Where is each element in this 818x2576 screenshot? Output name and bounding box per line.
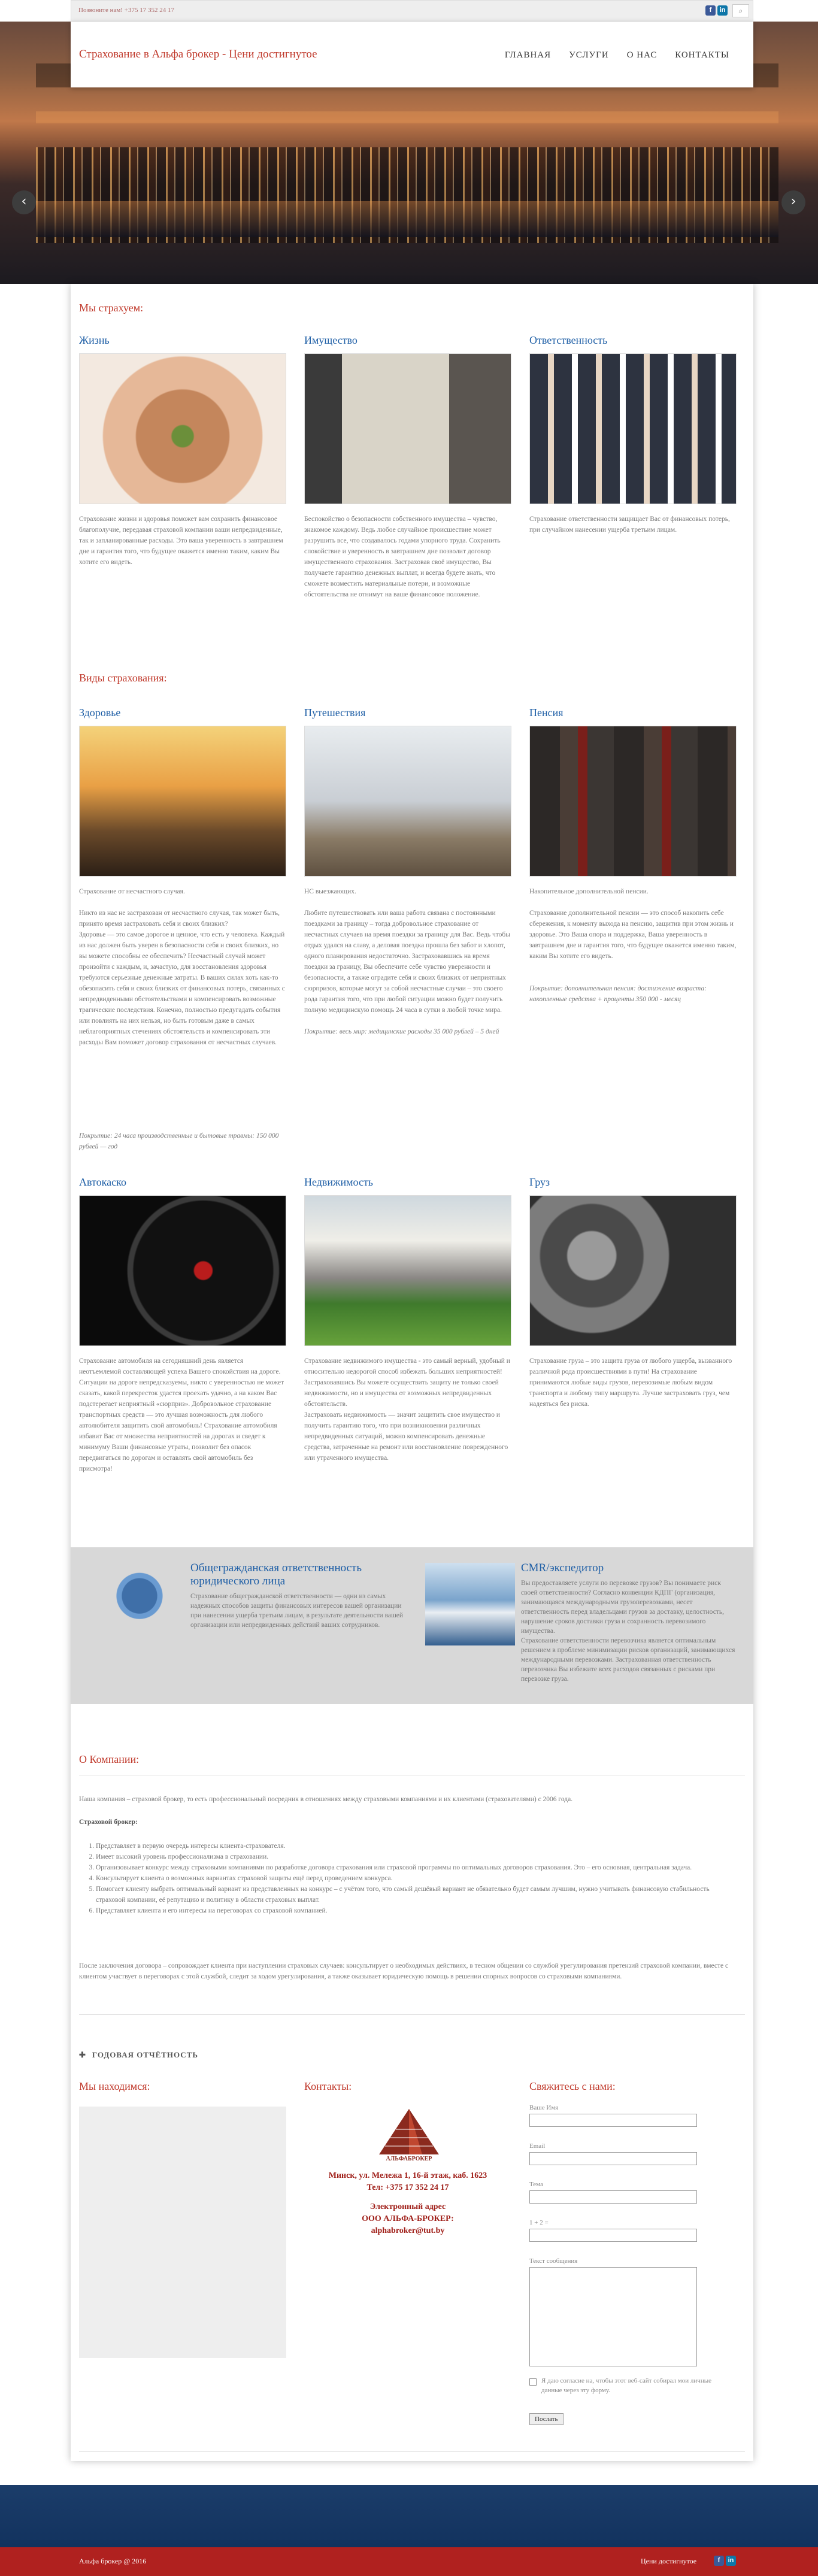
broker-item: 6. Представляет клиента и его интересы на переговорах со страховой компанией. — [96, 1905, 738, 1916]
property-title[interactable]: Имущество — [304, 334, 358, 346]
autocasco-title[interactable]: Автокаско — [79, 1176, 126, 1188]
company-name: ООО АЛЬФА-БРОКЕР: — [362, 2214, 454, 2223]
autocasco-image — [79, 1195, 286, 1346]
pension-image — [529, 726, 737, 877]
cargo-transport-image — [425, 1563, 515, 1645]
company-intro: Наша компания – страховой брокер, то есть профессиональный посредник в отношениях между страховыми компаниями и их клиентами (страхователями) с 2006 года. — [79, 1796, 573, 1803]
broker-item: 1. Представляет в первую очередь интересы клиента-страхователя. — [96, 1841, 738, 1851]
site-header — [71, 22, 753, 87]
life-title[interactable]: Жизнь — [79, 334, 110, 346]
linkedin-icon[interactable]: in — [717, 5, 728, 16]
slider-prev-arrow[interactable]: ‹ — [12, 190, 36, 214]
broker-item: 5. Помогает клиенту выбрать оптимальный вариант из представленных на конкурс – с учётом того, что самый дешёвый вариант не обязательно будет самым лучшим, нужно учитывать финансовую стабильность страховой компании, её репутацию и политику в области страховых выплат. — [96, 1884, 738, 1905]
footer-bar — [0, 2547, 818, 2576]
nav-item-home[interactable]: ГЛАВНАЯ — [504, 50, 552, 60]
liability-title[interactable]: Ответственность — [529, 334, 608, 346]
services-band — [71, 1547, 753, 1704]
footer-slogan: Цени достигнутое — [641, 2557, 697, 2565]
nav-item-services[interactable]: УСЛУГИ — [569, 50, 609, 60]
phone-text-bottom: Тел: +375 17 352 24 17 — [366, 2183, 449, 2192]
cargo-title[interactable]: Груз — [529, 1176, 550, 1188]
name-field[interactable] — [529, 2114, 697, 2127]
message-textarea[interactable] — [529, 2267, 697, 2366]
email-field[interactable] — [529, 2152, 697, 2165]
subject-field[interactable] — [529, 2190, 697, 2204]
realty-title[interactable]: Недвижимость — [304, 1176, 374, 1188]
contacts-block — [304, 2170, 511, 2237]
health-image — [79, 726, 286, 877]
main-content — [71, 284, 753, 2461]
broker-list — [85, 1841, 738, 1916]
facebook-icon[interactable]: f — [705, 5, 716, 16]
property-text: Беспокойство о безопасности собственного имущества – чувство, знакомое каждому. Ведь любое случайное происшествие может разрушить все, что создавалось годами упорного труда. Сохранить спокойствие и уверенность в завтрашнем дне позволит договор имущественного страхования. Застраховав своё имущество, Вы получаете гарантию денежных выплат, и всегда будете знать, что сможете возместить материальные потери, и возможные обстоятельства не отнимут на ваше финансовое положение. — [304, 516, 501, 598]
pension-note — [529, 983, 737, 1005]
logo-text: АЛЬФАБРОКЕР — [386, 2156, 432, 2162]
hero-light-band — [36, 111, 778, 123]
liability-text: Страхование ответственности защищает Вас от финансовых потерь, при случайном нанесении ущерба третьим лицам. — [529, 516, 730, 534]
life-text: Страхование жизни и здоровья поможет вам сохранить финансовое благополучие, передавая страховой компании ваши непредвиденные, так и запланированные расходы. Это ваша уверенность в завтрашнем дне и гарантия того, что будущее окажется именно таким, каким Вы хотите его видеть. — [79, 516, 283, 566]
email-field-label: Email — [529, 2142, 546, 2150]
submit-button[interactable]: Послать — [529, 2413, 563, 2425]
travel-text: НС выезжающих. Любите путешествовать или ваша работа связана с постоянными поездками за границу – тогда добровольное страхование от несчастных случаев на время поездки за границу для Вас. Ведь чтобы отдых удался на славу, а деловая поездка прошла без забот и хлопот, одного планирования недостаточно. Застраховавшись на время поездки за границу, Вы обеспечите себе чувство уверенности и безопасности, а также оградите себя и своих близких от неприятных сюрпризов, которые могут за собой несчастные случаи – это своего рода гарантия того, что при любой ситуации можно будет получить полную медицинскую помощь 24 часа в сутки в любой точке мира. — [304, 888, 510, 1014]
realty-image — [304, 1195, 511, 1346]
plus-icon: ✚ — [79, 2050, 86, 2059]
top-bar — [71, 0, 753, 22]
company-title: О Компании: — [79, 1753, 140, 1765]
search-icon[interactable]: ⌕ — [732, 4, 749, 17]
contacts-title: Контакты: — [304, 2080, 352, 2092]
pension-text: Накопительное дополнительной пенсии. Страхование дополнительной пенсии — это способ накопить себе сбережения, к моменту выхода на пенсию, защитив при этом жизнь и здоровье. Это Ваша опора и поддержка, Ваша уверенность в завтрашнем дне и гарантия того, что будущее окажется именно таким, каким Вы хотите его видеть. — [529, 888, 737, 960]
pension-title[interactable]: Пенсия — [529, 707, 563, 719]
cargo-image — [529, 1195, 737, 1346]
phone-text: Позвоните нам! +375 17 352 24 17 — [78, 7, 174, 14]
health-note — [79, 1131, 286, 1152]
cargo-text: Страхование груза – это защита груза от любого ущерба, вызванного различной рода происшествиями в пути! На страхование принимаются любые виды грузов, перевозимые любым видом транспорта и любому типу маршрута. Лучше застраховать груз, чем надеяться без риска. — [529, 1357, 732, 1408]
health-note-text: Покрытие: 24 часа производственные и бытовые травмы: 150 000 рублей — год — [79, 1132, 279, 1150]
cmr-title[interactable]: CMR/экспедитор — [521, 1562, 604, 1574]
captcha-label: 1 + 2 = — [529, 2219, 549, 2226]
map-placeholder[interactable] — [79, 2107, 286, 2358]
nav-item-about[interactable]: О НАС — [626, 50, 658, 60]
slider-next-arrow[interactable]: › — [781, 190, 805, 214]
footer-linkedin-icon[interactable]: in — [726, 2556, 736, 2566]
company-outro: После заключения договора – сопровождает клиента при наступлении страховых случаев: консультирует о необходимых действиях, в тесном общении со службой урегулирования претензий страховой компании, вместе с клиентом участвует в переговорах с этой службой, следит за ходом урегулирования, а также оказывает юридическую помощь в решении спорных вопросов со страховыми компаниями. — [79, 1962, 729, 1980]
autocasco-text: Страхование автомобиля на сегодняшний день является неотъемлемой составляющей успеха Вашего спокойствия на дороге. Ситуации на дороге непредсказуемы, никто с уверенностью не может сказать, какой перекресток удастся проехать удачно, а на каком Вас подстерегает неприятный «сюрприз». Добровольное страхование транспортных средств — это лучшая возможность для любого автолюбителя защитить свой автомобиль! Страхование автомобиля избавит Вас от множества неприятностей на дорогах и сведет к минимуму Ваши финансовые утраты, позволит без опасок передвигаться по дорогам и оставлять свой автомобиль без присмотра! — [79, 1357, 284, 1472]
main-nav — [505, 50, 729, 60]
realty-text: Страхование недвижимого имущества - это самый верный, удобный и относительно недорогой способ избежать больших неприятностей! Застраховавшись Вы можете осуществить защиту не только своей недвижимости, но и имущества от возможных непредвиденных обстоятельств. Застраховать недвижимость — значит защитить свое имущество и получить гарантию того, что при возникновении различных непредвиденных ситуаций, можно компенсировать денежные средства, затраченные на ремонт или восстановление поврежденного или утраченного имущества. — [304, 1357, 510, 1462]
hero-water — [36, 201, 778, 237]
form-title: Свяжитесь с нами: — [529, 2080, 616, 2092]
health-title[interactable]: Здоровье — [79, 707, 121, 719]
liability-image — [529, 353, 737, 504]
footer-facebook-icon[interactable]: f — [714, 2556, 724, 2566]
consent-text: Я даю согласие на, чтобы этот веб-сайт собирал мои личные данные через эту форму. — [541, 2377, 712, 2394]
find-us-title: Мы находимся: — [79, 2080, 150, 2092]
broker-item: 3. Организовывает конкурс между страховыми компаниями по разработке договора страхования или страховой программы по оптимальных договоров страхования. Это – его основная, центральная задача. — [96, 1862, 738, 1873]
address-text: Минск, ул. Мележа 1, 16-й этаж, каб. 1623 — [328, 2171, 487, 2180]
copyright: Альфа брокер @ 2016 — [79, 2557, 147, 2565]
footer-blue-band — [0, 2485, 818, 2547]
annual-divider-top — [79, 2014, 745, 2015]
broker-item: 4. Консультирует клиента о возможных вариантах страховой защиты ещё перед проведением конкурса. — [96, 1873, 738, 1884]
company-logo — [373, 2107, 445, 2166]
travel-title[interactable]: Путешествия — [304, 707, 366, 719]
bottom-divider — [79, 2451, 745, 2452]
civil-liability-title[interactable]: Общегражданская ответственность юридического лица — [190, 1562, 362, 1587]
civil-liability-text: Страхование общегражданской ответственности — одни из самых надежных способов защиты финансовых интересов вашей организации при нанесении ущерба третьим лицам, в результате деятельности вашей организации или непредвиденных действий ваших сотрудников. — [190, 1593, 404, 1629]
email-label: Электронный адрес — [369, 2202, 446, 2211]
travel-note — [304, 1026, 511, 1037]
cmr-text: Вы предоставляете услуги по перевозке грузов? Вы понимаете риск своей ответственности? Согласно конвенции КДПГ (организация, занимающаяся международными грузоперевозками, несет ответственность перед владельцами грузов за доставку, целостность, нарушение сроков доставки груза и сохранность перевозимого имущества. Страхование ответственности перевозчика является оптимальным решением в проблеме минимизации рисков организаций, занимающихся международными перевозками. Застрахованная ответственность перевозчика Вы избежите всех расходов связанных с рисками при перевозке груза. — [521, 1580, 735, 1683]
travel-image — [304, 726, 511, 877]
email-link[interactable]: alphabroker@tut.by — [371, 2226, 445, 2235]
broker-item: 2. Имеет высокий уровень профессионализма в страховании. — [96, 1851, 738, 1862]
globe-image — [95, 1563, 184, 1645]
insure-section-title: Мы страхуем: — [79, 302, 144, 314]
message-label: Текст сообщения — [529, 2257, 578, 2265]
life-image — [79, 353, 286, 504]
annual-report-link[interactable] — [79, 2050, 198, 2060]
property-image — [304, 353, 511, 504]
types-section-title: Виды страхования: — [79, 672, 167, 684]
consent-checkbox[interactable] — [529, 2378, 537, 2386]
captcha-field[interactable] — [529, 2229, 697, 2242]
annual-report-label: ГОДОВАЯ ОТЧЁТНОСТЬ — [92, 2050, 198, 2059]
name-label: Ваше Имя — [529, 2104, 559, 2111]
subject-label: Тема — [529, 2181, 543, 2188]
broker-label: Страховой брокер: — [79, 1819, 138, 1826]
health-text: Страхование от несчастного случая. Никто из нас не застрахован от несчастного случая, так может быть, принято время застраховать себя и своих близких? Здоровье — это самое дорогое и ценное, что есть у человека. Каждый из нас должен быть уверен в безопасности себя и своих близких, но вы можете способны ее обеспечить? Несчастный случай может произойти с каждым, и, зачастую, для восстановления здоровья требуются серьезные денежные затраты. В ваших силах хоть как-то обезопасить себя и своих близких от финансовых потерь, связанных с непредвиденными обстоятельствами и компенсировать возможные трагические последствия. Конечно, полностью предугадать события или повлиять на них нельзя, но быть готовым даже в самых неблагоприятных стечениях обстоятельств и компенсировать эти расходы Вам поможет договор страхования от несчастных случаев. — [79, 888, 285, 1046]
site-title[interactable]: Страхование в Альфа брокер - Цени достигнутое — [79, 48, 317, 60]
pension-note-text: Покрытие: дополнительная пенсия: достижение возраста: накопленные средства + проценты 350 000 - месяц — [529, 985, 707, 1003]
travel-note-text: Покрытие: весь мир: медицинские расходы 35 000 рублей – 5 дней — [304, 1028, 499, 1035]
nav-item-contacts[interactable]: КОНТАКТЫ — [675, 50, 729, 60]
